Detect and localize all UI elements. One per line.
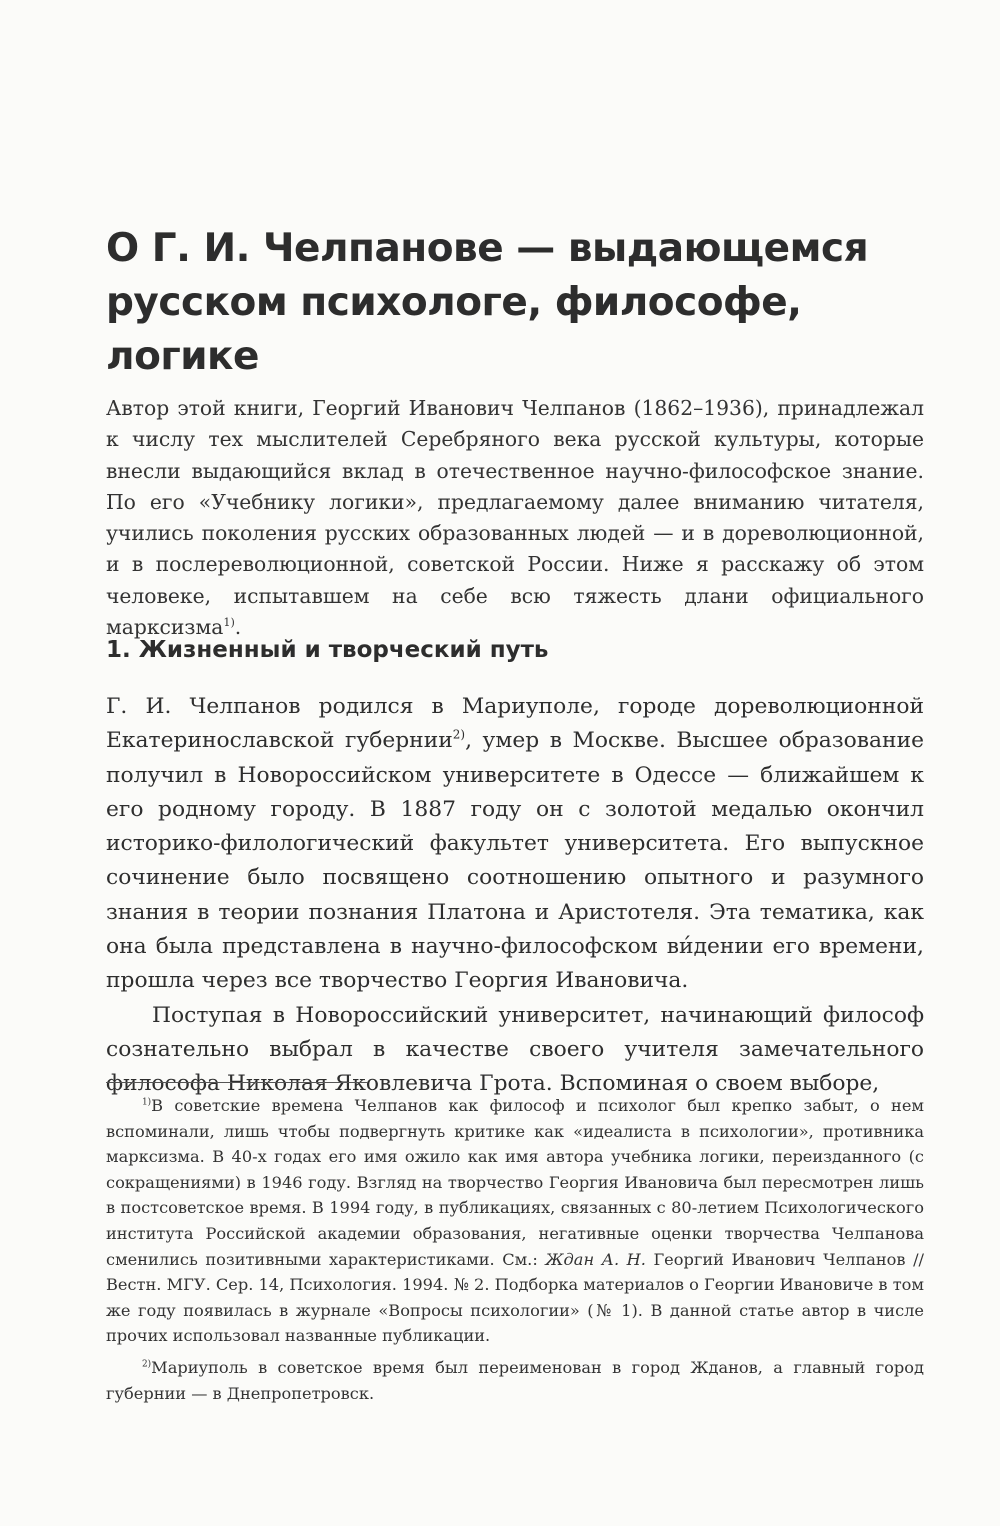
footnote-ref-1: 1) (223, 616, 235, 630)
intro-paragraph (106, 393, 924, 643)
intro-body: Автор этой книги, Георгий Иванович Челпанов (1862–1936), принадлежал к числу тех мыслителей Серебряного века русской культуры, которые внесли выдающийся вклад в отечественное научно-философское знание. По его «Учебнику логики», предлагаемому далее вниманию читателя, учились поколения русских образованных людей — и в дореволюционной, и в послереволюционной, советской России. Ниже я расскажу об этом человеке, испытавшем на себе всю тяжесть длани официального марксизма (106, 396, 924, 640)
footnote-ref-2: 2) (452, 728, 466, 743)
body-paragraph-1 (106, 690, 924, 999)
footnote-2-text: Мариуполь в советское время был переименован в город Жданов, а главный город губернии — в Днепропетровск. (106, 1357, 924, 1403)
section-body (106, 690, 924, 1102)
body-p1-part1: Г. И. Челпанов родился в Мариуполе, городе дореволюционной Екатеринославской губернии (106, 694, 924, 754)
body-p1-part2: , умер в Москве. Высшее образование получил в Новороссийском университете в Одессе — ближайшем к его родному городу. В 1887 году он с золотой медалью окончил историко-филологический факультет университета. Его выпускное сочинение было посвящено соотношению опытного и разумного знания в теории познания Платона и Аристотеля. Эта тематика, как она была представлена в научно-философском ви́дении его времени, прошла через все творчество Георгия Ивановича. (106, 728, 924, 994)
chapter-title (106, 222, 906, 384)
footnote-1-text-a: В советские времена Челпанов как философ и психолог был крепко забыт, о нем вспоминали, лишь чтобы подвергнуть критике как «идеалиста в психологии», противника марксизма. В 40-х годах его имя ожило как имя автора учебника логики, переизданного (с сокращениями) в 1946 году. Взгляд на творчество Георгия Ивановича был пересмотрен лишь в постсоветское время. В 1994 году, в публикациях, связанных с 80-летием Психологического института Российской академии образования, негативные оценки творчества Челпанова сменились позитивными характеристиками. См.: (106, 1096, 924, 1269)
footnote-1-author: Ждан А. Н. (545, 1249, 646, 1269)
intro-text (106, 393, 924, 643)
footnote-2-mark: 2) (142, 1359, 152, 1370)
chapter-title-line-2: русском психологе, философе, логике (106, 280, 802, 379)
section-heading: 1. Жизненный и творческий путь (106, 637, 549, 663)
footnote-1-mark: 1) (142, 1097, 152, 1108)
footnote-2 (106, 1355, 924, 1406)
footnote-1 (106, 1093, 924, 1349)
footnotes (106, 1093, 924, 1406)
intro-end: . (234, 615, 242, 640)
body-paragraph-2: Поступая в Новороссийский университет, начинающий философ сознательно выбрал в качестве своего учителя замечательного философа Николая Яковлевича Грота. Вспоминая о своем выборе, (106, 1002, 924, 1097)
chapter-title-line-1: О Г. И. Челпанове — выдающемся (106, 226, 869, 271)
footnote-divider (106, 1082, 368, 1083)
footnote-1-text-b: Георгий Иванович Челпанов // Вестн. МГУ. Сер. 14, Психология. 1994. № 2. Подборка материалов о Георгии Ивановиче в том же году появилась в журнале «Вопросы психологии» (№ 1). В данной статье автор в числе прочих использовал названные публикации. (106, 1249, 924, 1346)
